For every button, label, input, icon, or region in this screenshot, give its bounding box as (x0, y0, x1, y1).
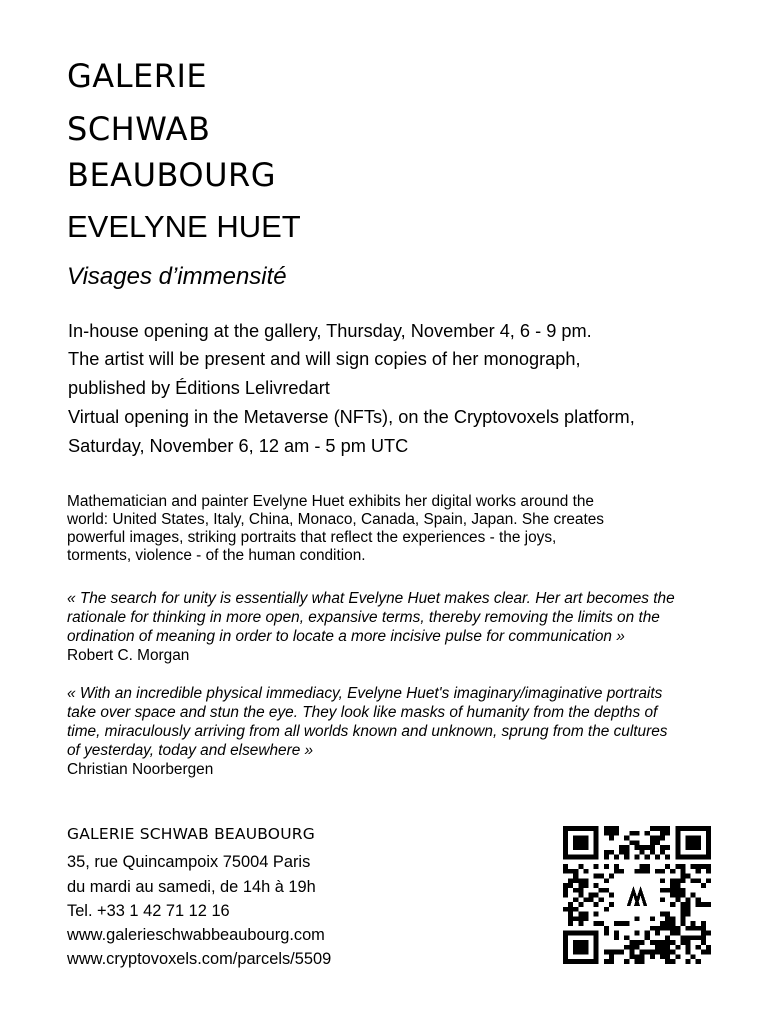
gallery-name-line-1: GALERIE (67, 57, 208, 95)
quote-2-line-3: time, miraculously arriving from all worlds known and unknown, sprung from the cultures (67, 723, 668, 740)
quote-1-line-3: ordination of meaning in order to locate a more incisive pulse for communication » (67, 628, 625, 645)
contact-cryptovoxels-link[interactable]: www.cryptovoxels.com/parcels/5509 (67, 950, 332, 968)
quote-2-line-1: « With an incredible physical immediacy, Evelyne Huet's imaginary/imaginative portraits (67, 685, 663, 702)
contact-address: 35, rue Quincampoix 75004 Paris (67, 853, 311, 871)
opening-line-5: Saturday, November 6, 12 am - 5 pm UTC (68, 436, 409, 456)
opening-line-4: Virtual opening in the Metaverse (NFTs), on the Cryptovoxels platform, (68, 407, 635, 427)
quote-2-line-2: take over space and stun the eye. They look like masks of humanity from the depths of (67, 704, 658, 721)
quote-2-line-4: of yesterday, today and elsewhere » (67, 742, 314, 759)
contact-phone: Tel. +33 1 42 71 12 16 (67, 902, 230, 920)
quote-1-line-1: « The search for unity is essentially what Evelyne Huet makes clear. Her art becomes the (67, 590, 675, 607)
description-line-4: torments, violence - of the human condition. (67, 547, 366, 564)
exhibition-title: Visages d’immensité (67, 263, 287, 290)
quote-2-author: Christian Noorbergen (67, 761, 214, 778)
opening-line-1: In-house opening at the gallery, Thursday, November 4, 6 - 9 pm. (68, 321, 592, 341)
quote-1-line-2: rationale for thinking in more open, expansive terms, thereby removing the limits on the (67, 609, 660, 626)
qr-code-icon[interactable] (563, 826, 711, 964)
gallery-name-line-3: BEAUBOURG (67, 156, 277, 194)
contact-hours: du mardi au samedi, de 14h à 19h (67, 878, 316, 896)
opening-line-2: The artist will be present and will sign copies of her monograph, (68, 349, 581, 369)
description-line-1: Mathematician and painter Evelyne Huet exhibits her digital works around the (67, 493, 594, 510)
contact-website-link[interactable]: www.galerieschwabbeaubourg.com (67, 926, 325, 944)
description-line-2: world: United States, Italy, China, Monaco, Canada, Spain, Japan. She creates (67, 511, 604, 528)
artist-name: EVELYNE HUET (67, 209, 301, 244)
opening-line-3: published by Éditions Lelivredart (68, 378, 330, 398)
contact-gallery-name: GALERIE SCHWAB BEAUBOURG (67, 825, 315, 843)
description-line-3: powerful images, striking portraits that reflect the experiences - the joys, (67, 529, 557, 546)
quote-1-author: Robert C. Morgan (67, 647, 190, 664)
gallery-name-line-2: SCHWAB (67, 110, 211, 148)
